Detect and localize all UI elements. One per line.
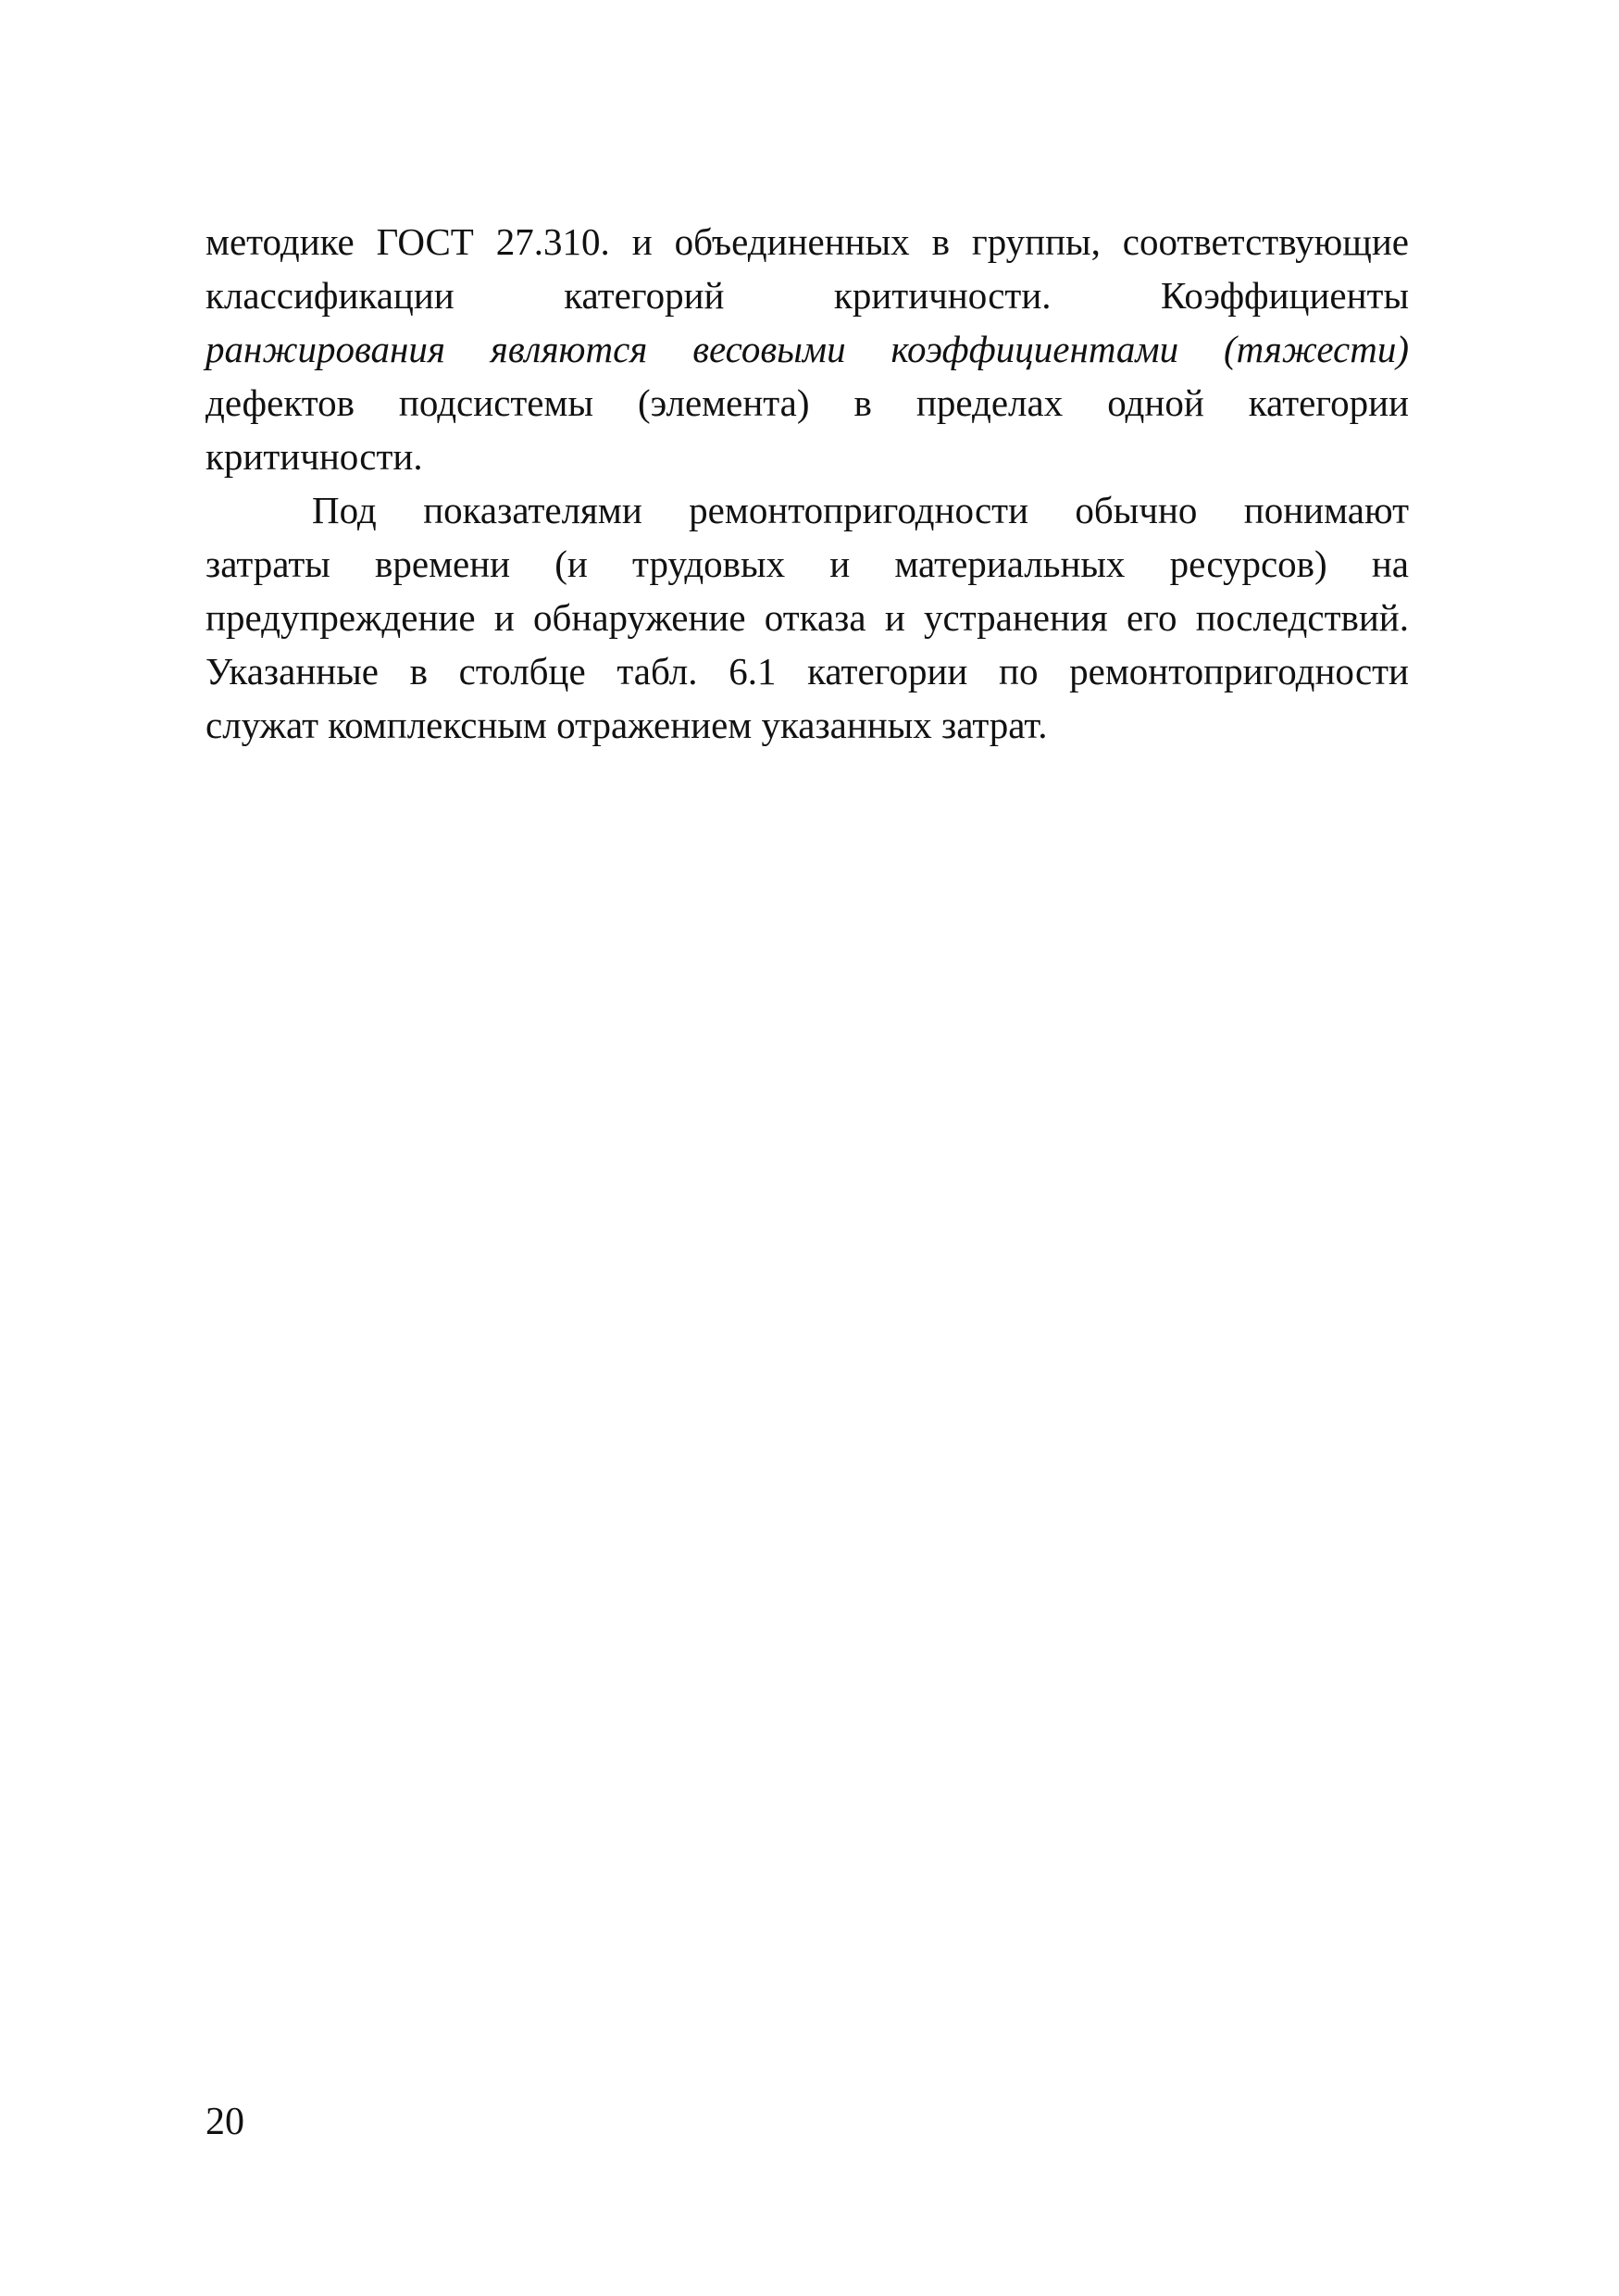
page-number: 20	[205, 2101, 244, 2143]
text-line: предупреждение и обнаружение отказа и устранения его последствий.	[205, 596, 1409, 639]
text-line: ранжирования являются весовыми коэффициентами (тяжести)	[205, 328, 1409, 370]
paragraph	[205, 483, 1409, 752]
text-line: критичности.	[205, 435, 423, 478]
text-line: классификации категорий критичности. Коэффициенты	[205, 274, 1409, 317]
paragraph	[205, 215, 1409, 483]
text-line: служат комплексным отражением указанных затрат.	[205, 704, 1048, 746]
text-line: Указанные в столбце табл. 6.1 категории по ремонтопригодности	[205, 650, 1409, 693]
text-line: затраты времени (и трудовых и материальных ресурсов) на	[205, 543, 1409, 585]
text-line: методике ГОСТ 27.310. и объединенных в группы, соответствующие	[205, 220, 1409, 263]
text-line: дефектов подсистемы (элемента) в пределах одной категории	[205, 381, 1409, 424]
text-line: Под показателями ремонтопригодности обычно понимают	[312, 489, 1409, 531]
body-text	[205, 215, 1409, 752]
